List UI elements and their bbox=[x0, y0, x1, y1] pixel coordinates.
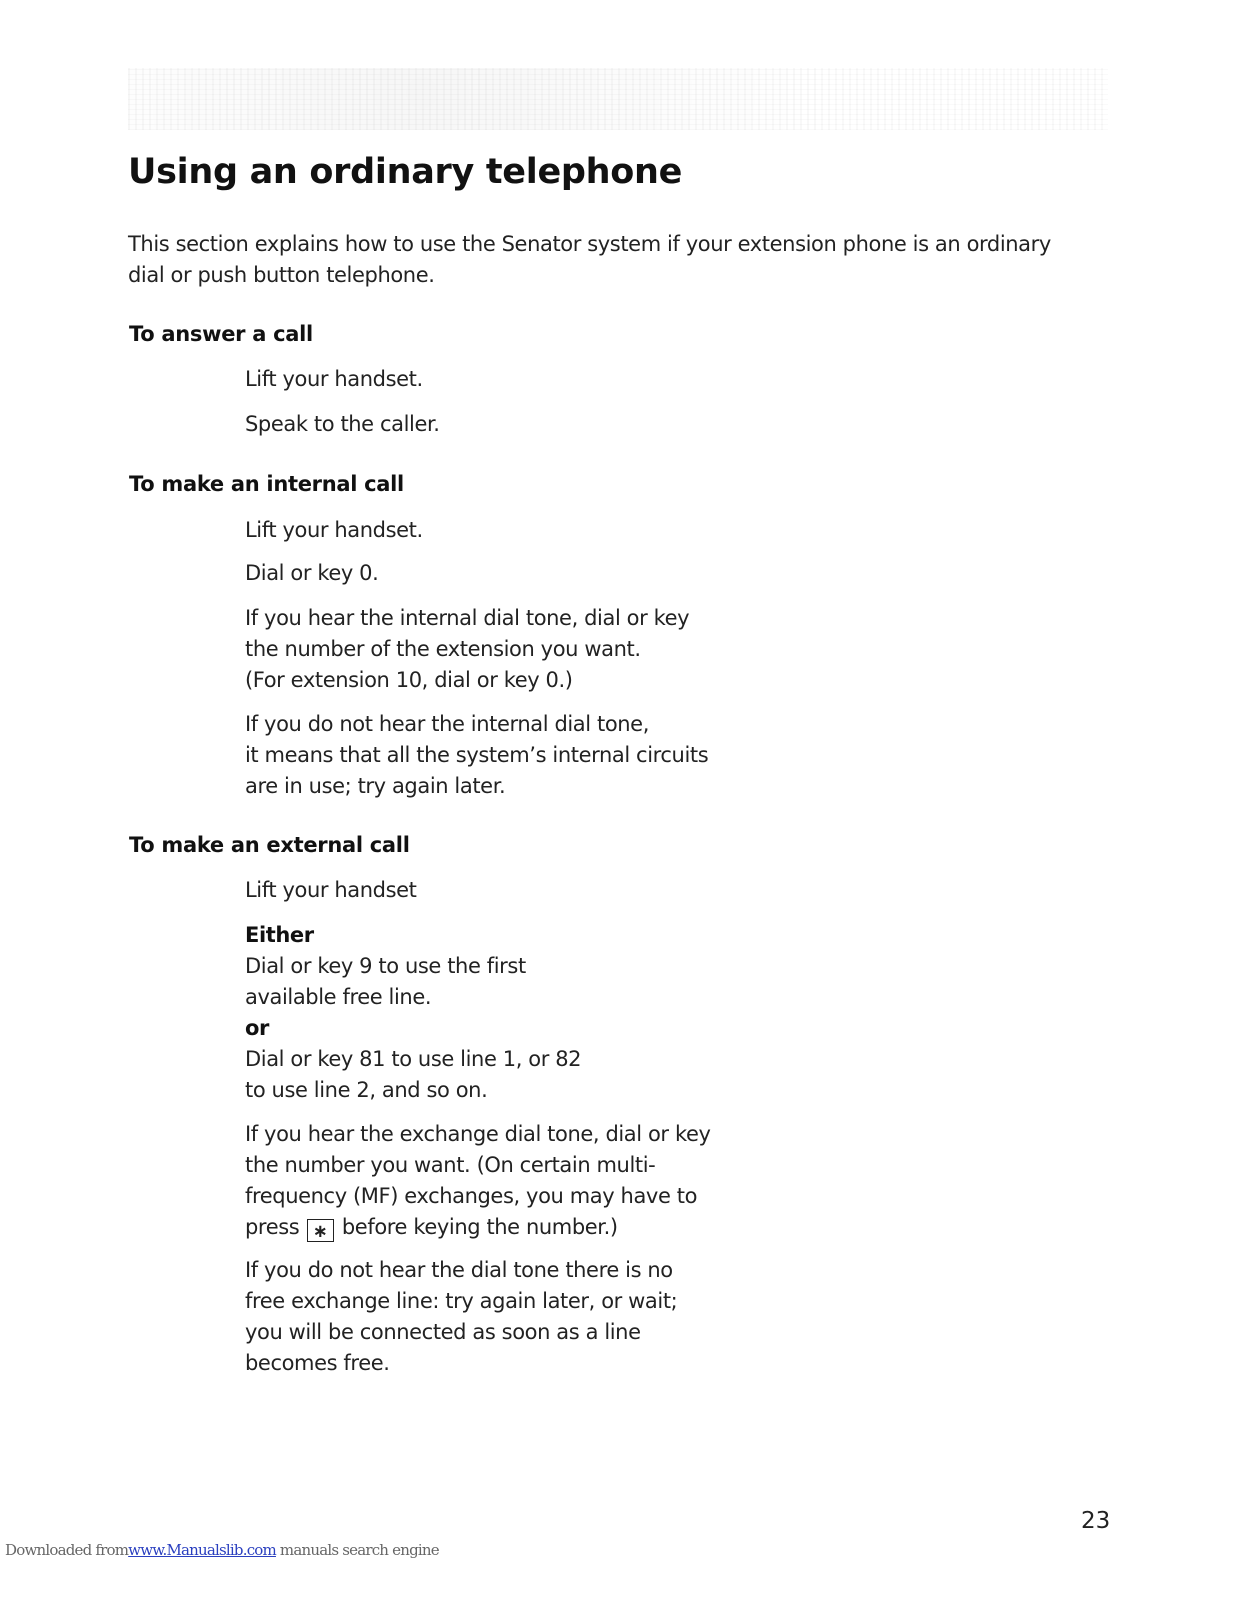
step-internal-no-tone bbox=[245, 709, 708, 802]
text-line: it means that all the system’s internal circuits bbox=[245, 743, 709, 767]
text-line: If you do not hear the internal dial tone, bbox=[245, 712, 649, 736]
text-line: free exchange line: try again later, or wait; bbox=[245, 1289, 678, 1313]
text-line: frequency (MF) exchanges, you may have to bbox=[245, 1184, 698, 1208]
section-heading-answer: To answer a call bbox=[129, 322, 313, 346]
text-line: you will be connected as soon as a line bbox=[245, 1320, 641, 1344]
text-line: (For extension 10, dial or key 0.) bbox=[245, 668, 573, 692]
step-external-either bbox=[245, 920, 581, 1106]
or-label: or bbox=[245, 1016, 269, 1040]
footer-note bbox=[5, 1541, 439, 1559]
press-text: press bbox=[245, 1215, 300, 1239]
step-answer-lift: Lift your handset. bbox=[245, 367, 423, 391]
step-internal-hear-tone bbox=[245, 603, 689, 696]
step-external-no-tone bbox=[245, 1255, 677, 1379]
text-line: If you hear the internal dial tone, dial or key bbox=[245, 606, 690, 630]
page-number: 23 bbox=[1081, 1508, 1111, 1534]
press-after-text: before keying the number.) bbox=[341, 1215, 618, 1239]
manualslib-link[interactable]: www.Manualslib.com bbox=[128, 1541, 276, 1559]
text-line: are in use; try again later. bbox=[245, 774, 506, 798]
step-external-exchange-tone bbox=[245, 1119, 711, 1243]
section-heading-external: To make an external call bbox=[129, 833, 410, 857]
text-line: available free line. bbox=[245, 985, 432, 1009]
section-heading-internal: To make an internal call bbox=[129, 472, 404, 496]
footer-suffix: manuals search engine bbox=[275, 1541, 439, 1559]
step-external-lift: Lift your handset bbox=[245, 878, 417, 902]
star-key-icon: ∗ bbox=[307, 1219, 334, 1242]
text-line: to use line 2, and so on. bbox=[245, 1078, 488, 1102]
intro-paragraph: This section explains how to use the Senator system if your extension phone is an ordinary dial or push button telephone. bbox=[128, 232, 1051, 287]
step-answer-speak: Speak to the caller. bbox=[245, 412, 440, 436]
text-line: the number of the extension you want. bbox=[245, 637, 641, 661]
header-band bbox=[128, 68, 1108, 130]
text-line: the number you want. (On certain multi- bbox=[245, 1153, 656, 1177]
text-line: Dial or key 9 to use the first bbox=[245, 954, 526, 978]
page-title: Using an ordinary telephone bbox=[128, 152, 683, 192]
step-internal-lift: Lift your handset. bbox=[245, 518, 423, 542]
text-line: Dial or key 81 to use line 1, or 82 bbox=[245, 1047, 582, 1071]
footer-prefix: Downloaded from bbox=[5, 1541, 129, 1559]
text-line bbox=[245, 1212, 711, 1243]
text-line: If you hear the exchange dial tone, dial or key bbox=[245, 1122, 711, 1146]
text-line: becomes free. bbox=[245, 1351, 390, 1375]
step-internal-dial: Dial or key 0. bbox=[245, 561, 379, 585]
text-line: If you do not hear the dial tone there is no bbox=[245, 1258, 673, 1282]
either-label: Either bbox=[245, 923, 314, 947]
